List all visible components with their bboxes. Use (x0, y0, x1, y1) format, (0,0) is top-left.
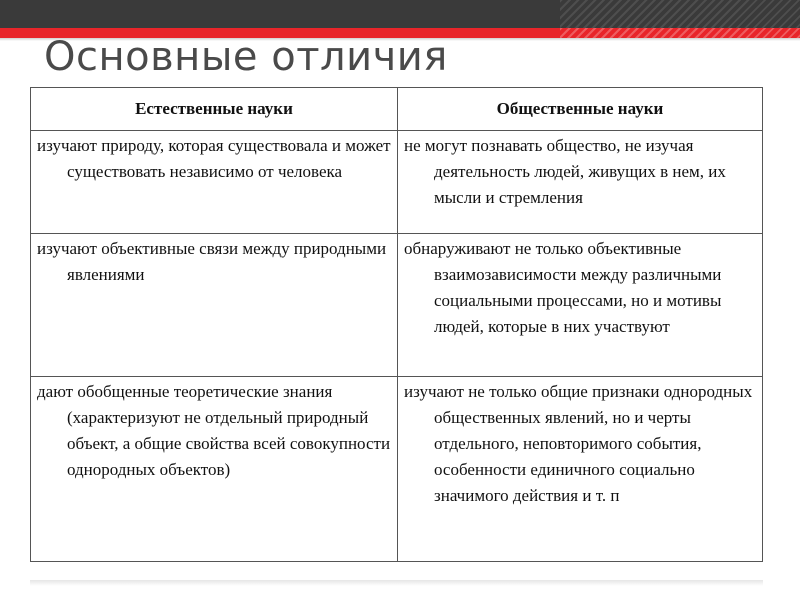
cell-social (398, 131, 763, 234)
cell-natural-text: изучают объективные связи между природными явлениями (37, 239, 387, 284)
page-title: Основные отличия (44, 34, 448, 80)
comparison-table (30, 87, 763, 562)
table-header-row (31, 88, 763, 131)
table-row (31, 234, 763, 377)
header-social-sciences: Общественные науки (398, 88, 763, 131)
cell-social (398, 377, 763, 562)
table-bottom-shadow (30, 580, 763, 586)
red-bar-stripes (560, 28, 800, 38)
cell-natural (31, 131, 398, 234)
top-decorative-bar (0, 0, 800, 28)
cell-natural-text: изучают природу, которая существовала и может существовать независимо от человека (37, 136, 391, 181)
top-bar-stripes (560, 0, 800, 28)
cell-natural-text: дают обобщенные теоретические знания (характеризуют не отдельный природный объект, а общие свойства всей совокупности однородных объектов) (37, 382, 391, 479)
cell-natural (31, 234, 398, 377)
cell-social-text: изучают не только общие признаки однородных общественных явлений, но и черты отдельного, неповторимого события, особенности единичного социально значимого действия и т. п (404, 382, 753, 505)
cell-social-text: не могут познавать общество, не изучая деятельность людей, живущих в нем, их мысли и стремления (404, 136, 726, 207)
table-row (31, 377, 763, 562)
cell-social-text: обнаруживают не только объективные взаимозависимости между различными социальными процессами, но и мотивы людей, которые в них участвуют (404, 239, 722, 336)
table-row (31, 131, 763, 234)
header-natural-sciences: Естественные науки (31, 88, 398, 131)
cell-natural (31, 377, 398, 562)
cell-social (398, 234, 763, 377)
